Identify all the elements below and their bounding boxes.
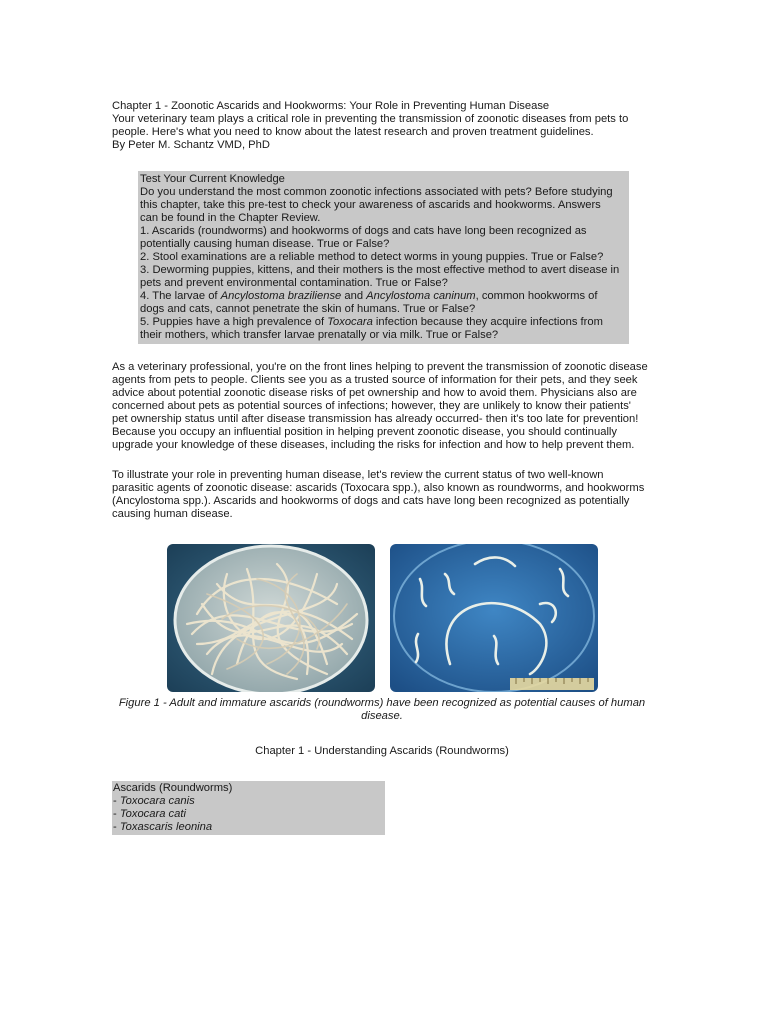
caption-line-2: disease. — [361, 710, 403, 722]
q5-suffix: infection because they acquire infections from — [372, 316, 603, 328]
figure-images — [112, 544, 652, 692]
figure-caption — [112, 697, 652, 723]
q5-species: Toxocara — [327, 316, 373, 328]
para1-line: concerned about pets as potential sources of infections; however, they are unlikely to know their patients' — [112, 400, 631, 412]
question-4-line-1 — [140, 290, 628, 303]
bullet: - — [113, 821, 120, 833]
q5-prefix: 5. Puppies have a high prevalence of — [140, 316, 328, 328]
pretest-intro-1: Do you understand the most common zoonotic infections associated with pets? Before studying — [140, 186, 613, 198]
q4-and: and — [341, 290, 367, 302]
para1-line: advice about potential zoonotic disease risks of pet ownership and how to avoid them. Physicians also are — [112, 387, 637, 399]
species-name: Toxocara cati — [119, 808, 186, 820]
list-item — [113, 795, 385, 808]
q4-prefix: 4. The larvae of — [140, 290, 221, 302]
para2-line: causing human disease. — [112, 508, 233, 520]
para2-line: (Ancylostoma spp.). Ascarids and hookworms of dogs and cats have long been recognized as potentially — [112, 495, 630, 507]
para1-line: Because you occupy an influential position in helping prevent zoonotic disease, you should continually — [112, 426, 618, 438]
paragraph-1 — [112, 361, 652, 452]
question-3-line-1: 3. Deworming puppies, kittens, and their mothers is the most effective method to avert disease in — [140, 264, 620, 276]
para1-line: upgrade your knowledge of these diseases, including the risks for infection and how to help prevent them. — [112, 439, 635, 451]
document-page — [112, 100, 652, 835]
bullet: - — [113, 808, 120, 820]
chapter-title: Chapter 1 - Zoonotic Ascarids and Hookworms: Your Role in Preventing Human Disease — [112, 100, 550, 112]
question-1-line-2: potentially causing human disease. True or False? — [140, 238, 390, 250]
pretest-box — [138, 171, 629, 344]
list-item — [113, 808, 385, 821]
species-name: Toxascaris leonina — [119, 821, 213, 833]
para1-line: As a veterinary professional, you're on the front lines helping to prevent the transmission of zoonotic disease — [112, 361, 648, 373]
subtitle-line-2: people. Here's what you need to know about the latest research and proven treatment guidelines. — [112, 126, 594, 138]
question-2: 2. Stool examinations are a reliable method to detect worms in young puppies. True or False? — [140, 251, 604, 263]
caption-line-1: Figure 1 - Adult and immature ascarids (roundworms) have been recognized as potential causes of human — [118, 697, 646, 709]
roundworm-dish-photo — [167, 544, 375, 692]
pretest-intro-2: this chapter, take this pre-test to check your awareness of ascarids and hookworms. Answers — [140, 199, 601, 211]
question-5-line-2: their mothers, which transfer larvae prenatally or via milk. True or False? — [140, 329, 499, 341]
question-3-line-2: pets and prevent environmental contamination. True or False? — [140, 277, 448, 289]
q4-species-1: Ancylostoma braziliense — [220, 290, 342, 302]
byline: By Peter M. Schantz VMD, PhD — [112, 139, 270, 151]
bullet: - — [113, 795, 120, 807]
pretest-heading: Test Your Current Knowledge — [140, 173, 285, 185]
article-header — [112, 100, 652, 152]
para2-line: To illustrate your role in preventing human disease, let's review the current status of two well-known — [112, 469, 604, 481]
q4-suffix: , common hookworms of — [475, 290, 598, 302]
pretest-intro-3: can be found in the Chapter Review. — [140, 212, 321, 224]
question-1-line-1: 1. Ascarids (roundworms) and hookworms of dogs and cats have long been recognized as — [140, 225, 587, 237]
question-5-line-1 — [140, 316, 628, 329]
para1-line: pet ownership status until after disease transmission has already occurred- then it's too late for prevention! — [112, 413, 639, 425]
para2-line: parasitic agents of zoonotic disease: ascarids (Toxocara spp.), also known as roundworms, and hookworms — [112, 482, 645, 494]
q4-species-2: Ancylostoma caninum — [366, 290, 476, 302]
list-item — [113, 821, 385, 834]
paragraph-2 — [112, 469, 652, 521]
section-title: Chapter 1 - Understanding Ascarids (Roundworms) — [255, 745, 509, 757]
question-4-line-2: dogs and cats, cannot penetrate the skin of humans. True or False? — [140, 303, 476, 315]
immature-ascarids-photo — [390, 544, 598, 692]
ascarid-list-heading: Ascarids (Roundworms) — [113, 782, 233, 794]
species-name: Toxocara canis — [119, 795, 195, 807]
ascarid-species-box — [112, 781, 385, 835]
para1-line: agents from pets to people. Clients see you as a trusted source of information for their pets, and they seek — [112, 374, 638, 386]
subtitle-line-1: Your veterinary team plays a critical role in preventing the transmission of zoonotic diseases from pets to — [112, 113, 629, 125]
